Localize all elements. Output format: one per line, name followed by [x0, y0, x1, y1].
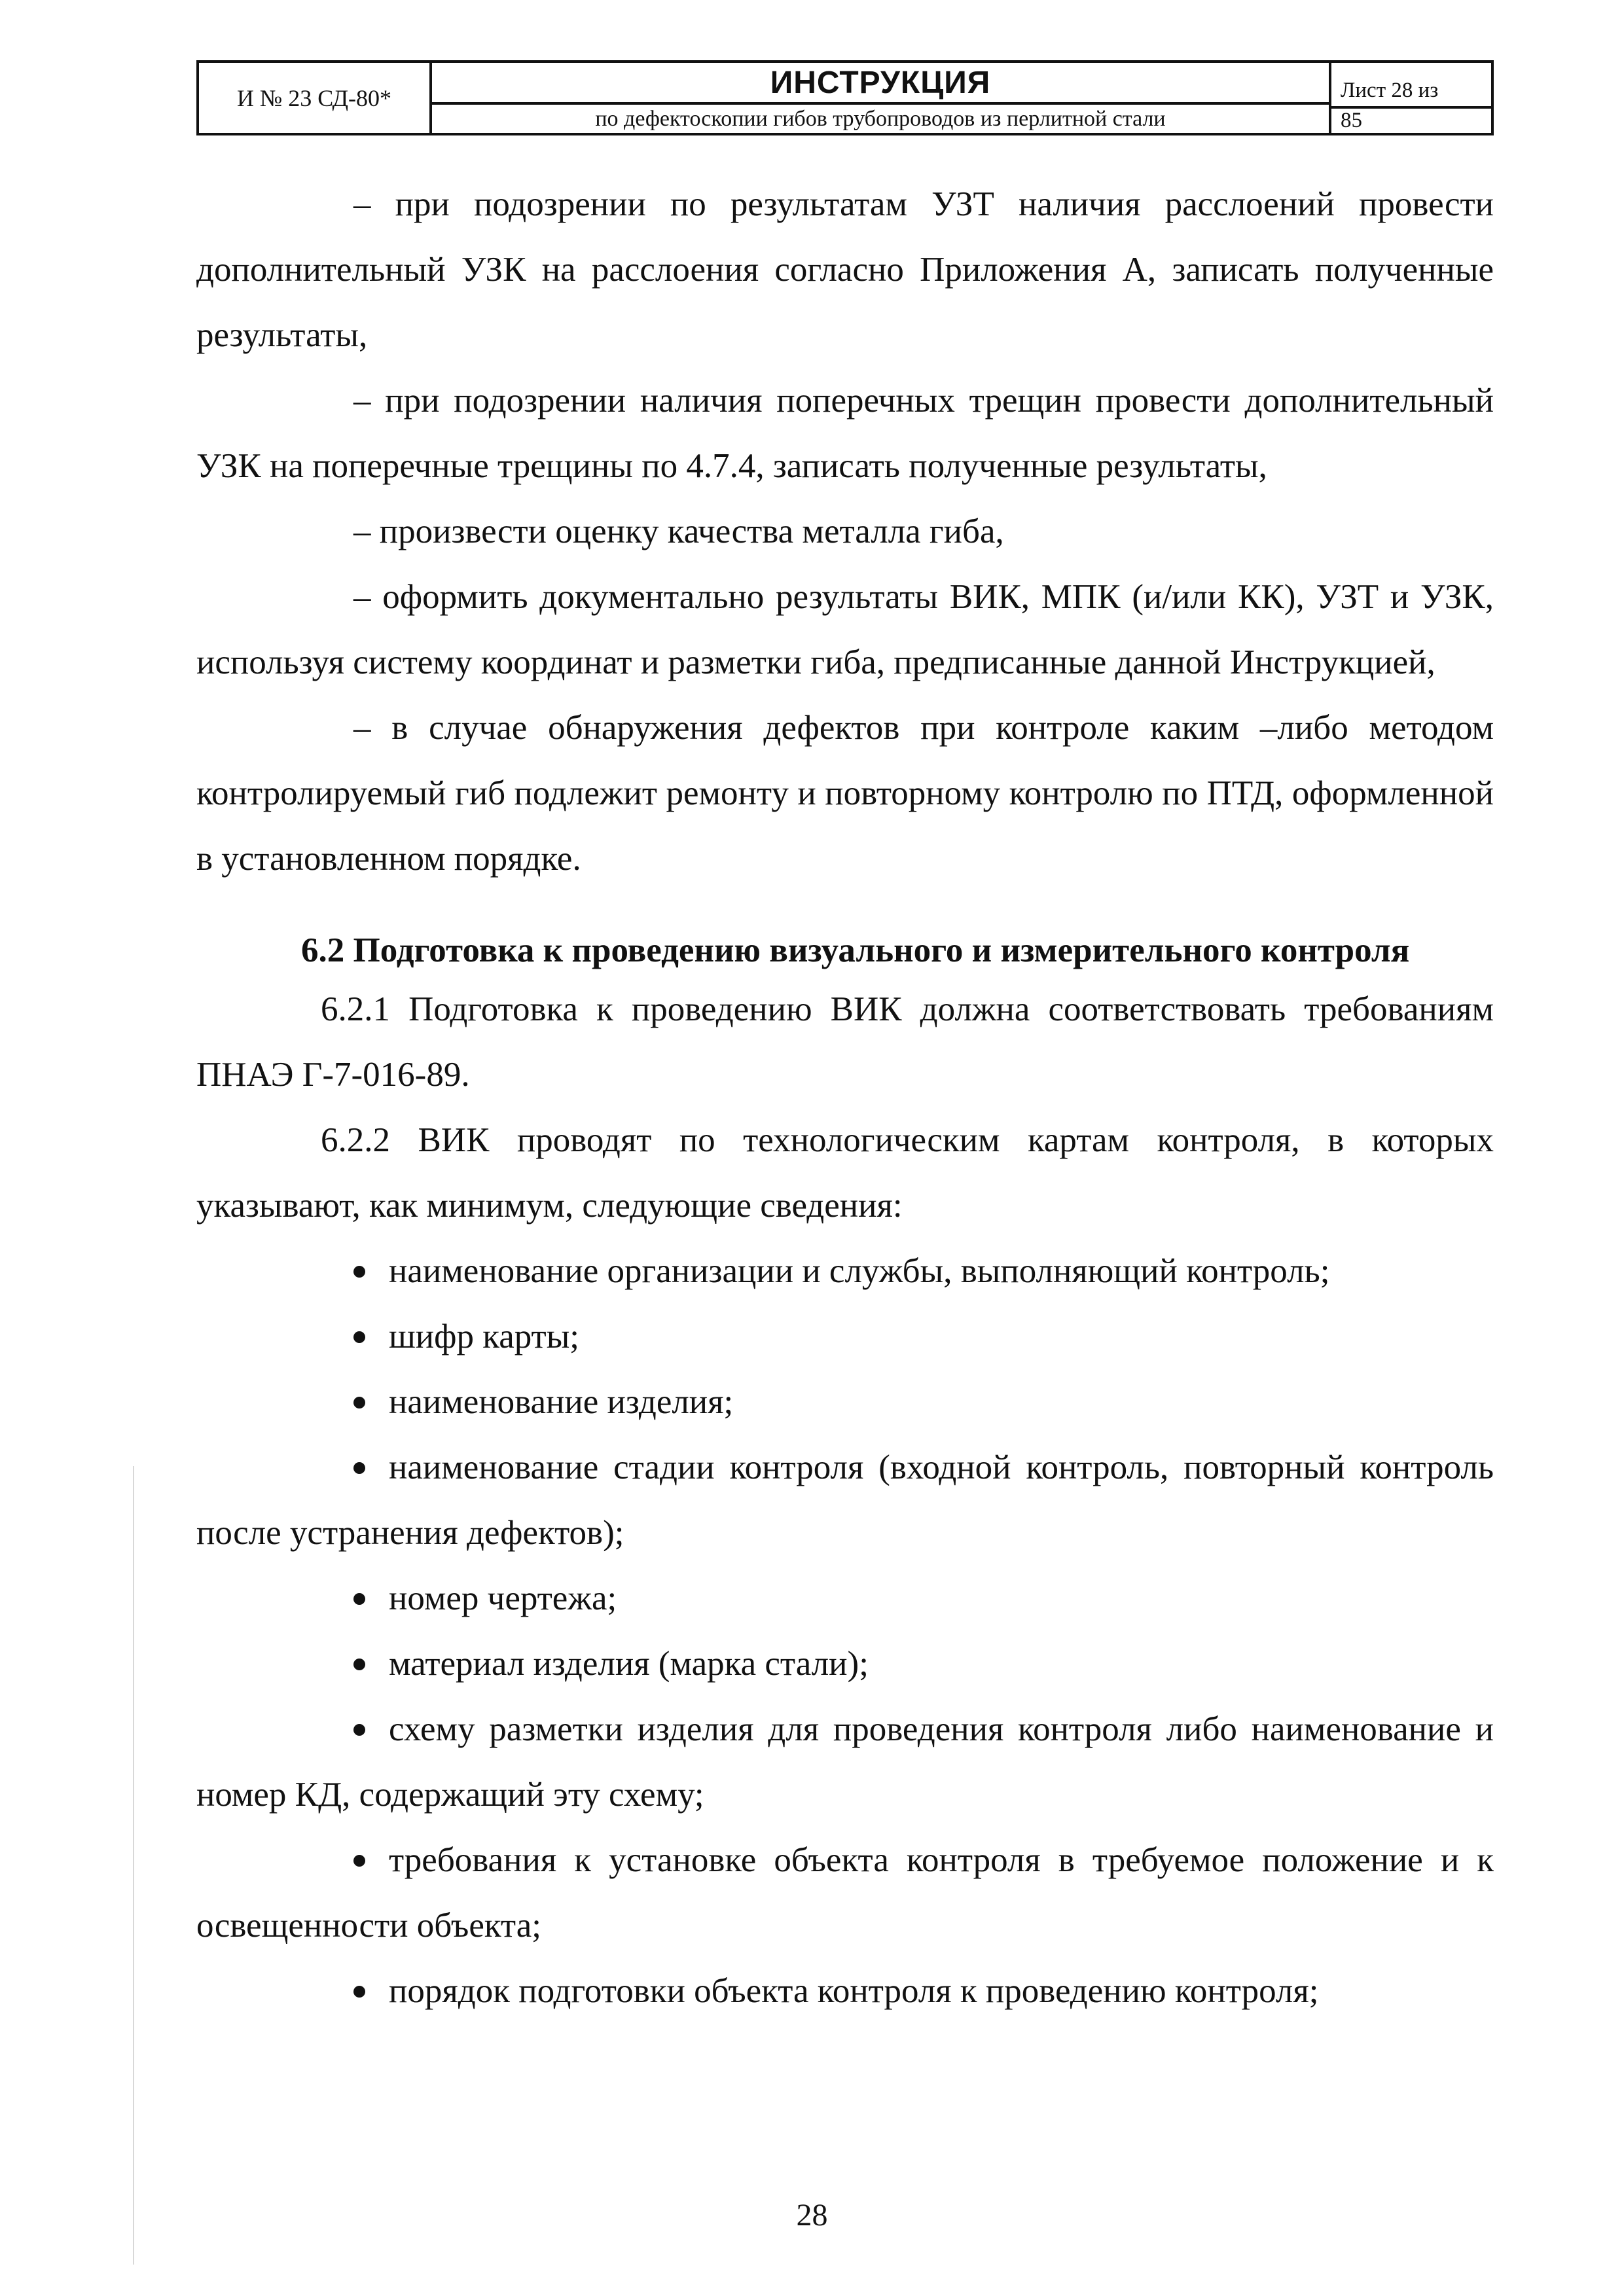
- list-item-text: требования к установке объекта контроля в требуемое положение и к освещенности объекта;: [196, 1841, 1494, 1945]
- section-heading: 6.2 Подготовка к проведению визуального и измерительного контроля: [301, 931, 1410, 969]
- document-header: [196, 60, 1494, 135]
- list-item-text: наименование организации и службы, выполняющий контроль;: [389, 1252, 1330, 1290]
- list-item: [196, 1369, 1494, 1435]
- list-item-text: порядок подготовки объекта контроля к проведению контроля;: [389, 1972, 1319, 2010]
- bullet-icon: [353, 1855, 365, 1867]
- bullet-icon: [353, 1331, 365, 1343]
- list-item: – оформить документально результаты ВИК, МПК (и/или КК), УЗТ и УЗК, используя систему координат и разметки гиба, предписанные данной Инструкцией,: [196, 578, 1494, 681]
- bullet-icon: [353, 1659, 365, 1670]
- sheet-label: Лист 28 из: [1341, 79, 1439, 102]
- sheet-info: [1329, 63, 1494, 133]
- list-item-text: номер чертежа;: [389, 1579, 617, 1617]
- list-item: [196, 1435, 1494, 1566]
- list-item: [196, 1827, 1494, 1958]
- bullet-icon: [353, 1462, 365, 1474]
- list-item: [196, 1304, 1494, 1369]
- page-content: [196, 171, 1494, 2024]
- bullet-icon: [353, 1397, 365, 1408]
- bullet-icon: [353, 1593, 365, 1605]
- list-item: [196, 1958, 1494, 2024]
- list-item-text: материал изделия (марка стали);: [389, 1645, 869, 1683]
- bullet-icon: [353, 1724, 365, 1736]
- list-item: [196, 1566, 1494, 1631]
- bullet-icon: [353, 1986, 365, 1998]
- header-title-block: [432, 63, 1329, 133]
- document-id: И № 23 СД-80*: [199, 63, 432, 133]
- list-item: – произвести оценку качества металла гиба,: [353, 512, 1004, 550]
- list-item: – при подозрении наличия поперечных трещин провести дополнительный УЗК на поперечные трещины по 4.7.4, записать полученные результаты,: [196, 382, 1494, 485]
- paragraph: 6.2.2 ВИК проводят по технологическим картам контроля, в которых указывают, как минимум, следующие сведения:: [196, 1121, 1494, 1225]
- bullet-list: [196, 1238, 1494, 2024]
- list-item-text: шифр карты;: [389, 1318, 580, 1355]
- document-title: ИНСТРУКЦИЯ: [770, 65, 991, 100]
- paragraph: 6.2.1 Подготовка к проведению ВИК должна соответствовать требованиям ПНАЭ Г-7-016-89.: [196, 990, 1494, 1094]
- document-subtitle: по дефектоскопии гибов трубопроводов из перлитной стали: [595, 107, 1166, 131]
- list-item: – при подозрении по результатам УЗТ наличия расслоений провести дополнительный УЗК на расслоения согласно Приложения А, записать полученные результаты,: [196, 185, 1494, 354]
- list-item: [196, 1696, 1494, 1827]
- page-number: 28: [796, 2198, 828, 2233]
- list-item-text: наименование стадии контроля (входной контроль, повторный контроль после устранения дефектов);: [196, 1448, 1494, 1552]
- scan-margin-mark: [133, 1466, 134, 2265]
- list-item-text: наименование изделия;: [389, 1383, 734, 1421]
- sheet-total: 85: [1341, 109, 1362, 132]
- list-item: [196, 1631, 1494, 1696]
- list-item-text: схему разметки изделия для проведения контроля либо наименование и номер КД, содержащий эту схему;: [196, 1710, 1494, 1814]
- bullet-icon: [353, 1266, 365, 1278]
- list-item: [196, 1238, 1494, 1304]
- list-item: – в случае обнаружения дефектов при контроле каким –либо методом контролируемый гиб подлежит ремонту и повторному контролю по ПТД, оформленной в установленном порядке.: [196, 709, 1494, 878]
